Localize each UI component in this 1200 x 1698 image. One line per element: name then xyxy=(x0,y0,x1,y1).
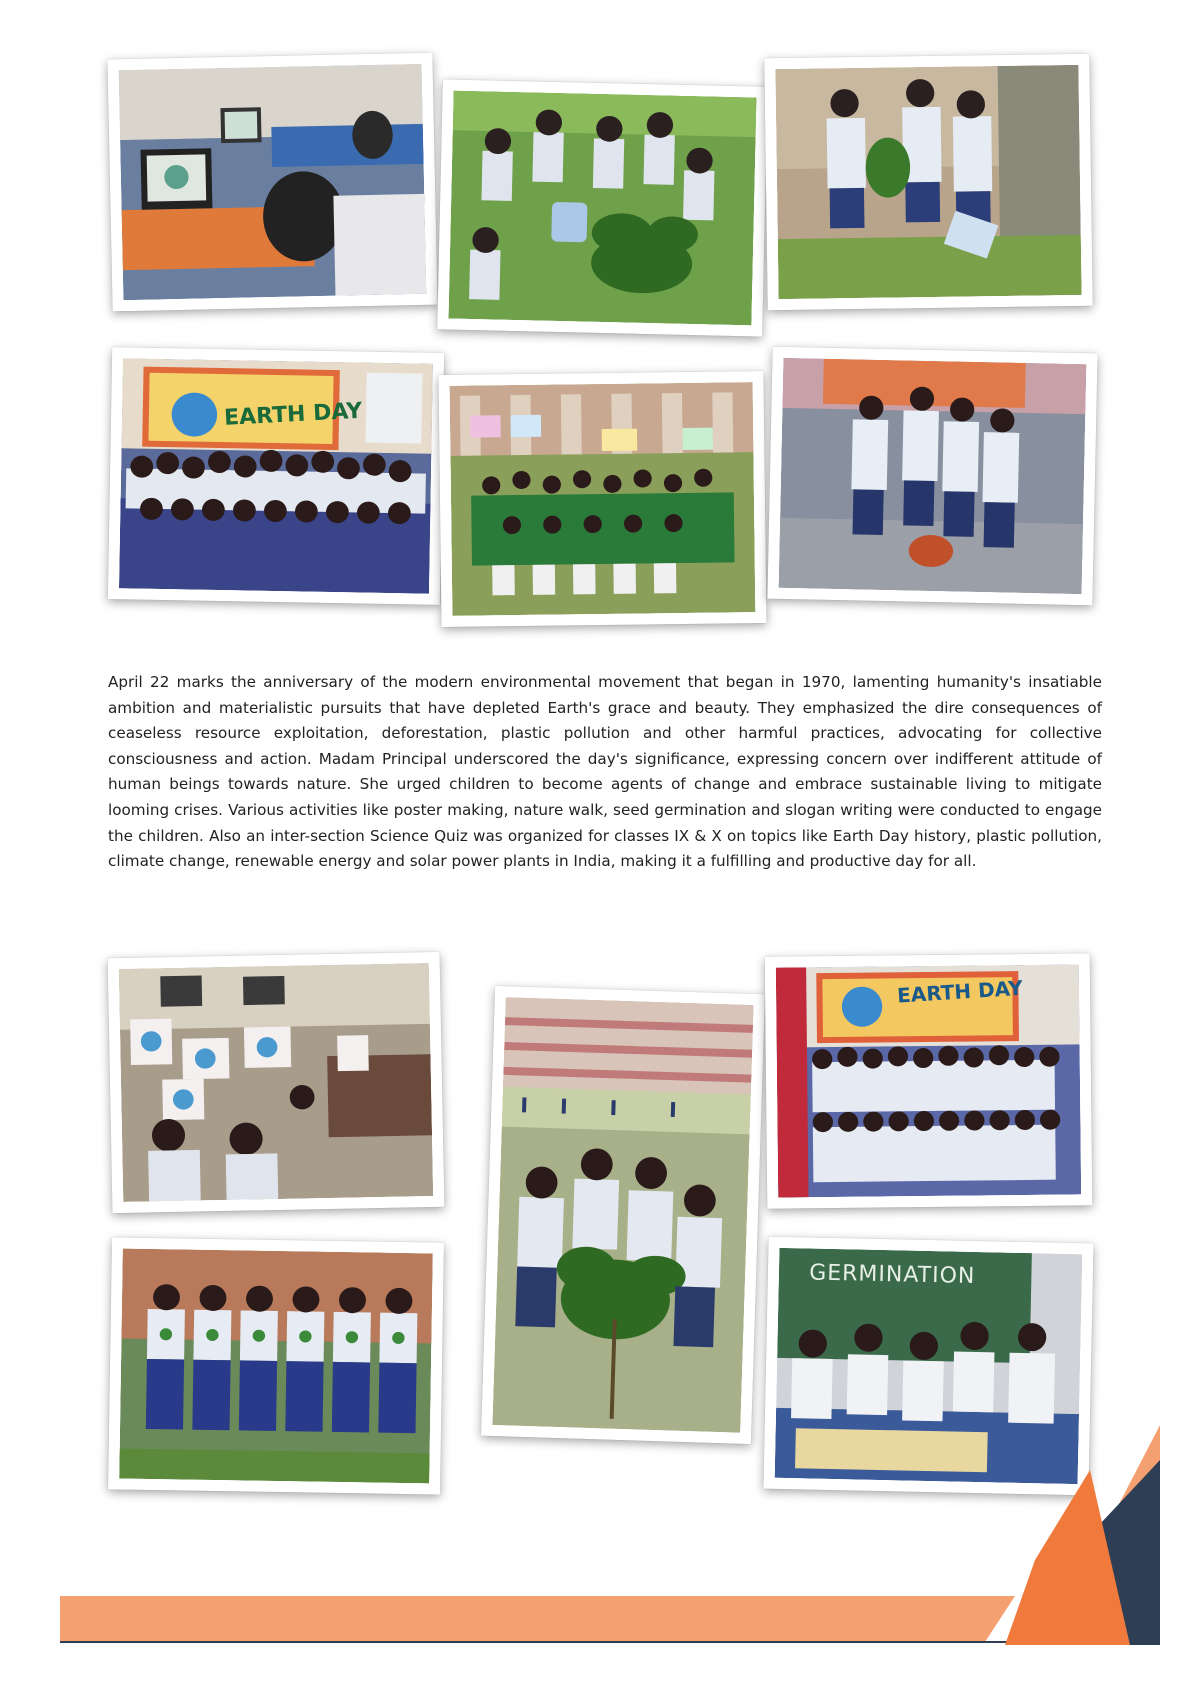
photo-watering-plant xyxy=(437,79,768,336)
photo-germination-class xyxy=(763,1237,1093,1496)
photo-germination-class-image xyxy=(775,1248,1083,1484)
photo-earth-day-group-image xyxy=(119,358,433,593)
corner-light-triangle xyxy=(1090,1425,1160,1560)
photo-hands-planting-image xyxy=(779,358,1087,594)
photo-posters-outdoor-image xyxy=(450,382,756,616)
photo-earth-day-class-image xyxy=(776,964,1081,1197)
photo-poster-making-image xyxy=(119,963,433,1202)
photo-saplings-line-image xyxy=(119,1249,433,1484)
photo-plant-sapling xyxy=(764,54,1092,311)
photo-watering-plant-image xyxy=(448,91,756,326)
photo-saplings-line xyxy=(108,1237,444,1494)
photo-computer-lab-image xyxy=(119,64,427,300)
photo-computer-lab xyxy=(107,53,437,312)
earth-day-banner-text: EARTH DAY xyxy=(223,399,364,432)
photo-nature-walk-image xyxy=(492,997,753,1433)
photo-plant-sapling-image xyxy=(775,65,1081,299)
earth-day-banner-text: EARTH DAY xyxy=(896,975,1024,1008)
photo-posters-outdoor xyxy=(438,371,766,627)
photo-earth-day-group xyxy=(108,347,444,605)
photo-earth-day-class xyxy=(765,953,1093,1208)
photo-poster-making xyxy=(108,952,445,1213)
photo-hands-planting xyxy=(767,347,1097,606)
footer-orange-bar xyxy=(60,1596,1015,1642)
corner-orange-triangle xyxy=(1005,1470,1130,1645)
germination-board-text: GERMINATION xyxy=(808,1259,976,1289)
photo-nature-walk xyxy=(481,986,765,1444)
body-paragraph: April 22 marks the anniversary of the modern environmental movement that began in 1970, lamenting humanity's insatiable ambition and materialistic pursuits that have depleted Earth's grace and beauty. They emphasized the dire consequences of ceaseless resource exploitation, deforestation, plastic pollution and other harmful practices, advocating for collective consciousness and action. Madam Principal underscored the day's significance, expressing concern over indifferent attitude of human beings towards nature. She urged children to become agents of change and embrace sustainable living to mitigate looming crises. Various activities like poster making, nature walk, seed germination and slogan writing were conducted to engage the children. Also an inter-section Science Quiz was organized for classes IX & X on topics like Earth Day history, plastic pollution, climate change, renewable energy and solar power plants in India, making it a fulfilling and productive day for all. xyxy=(108,673,1102,871)
